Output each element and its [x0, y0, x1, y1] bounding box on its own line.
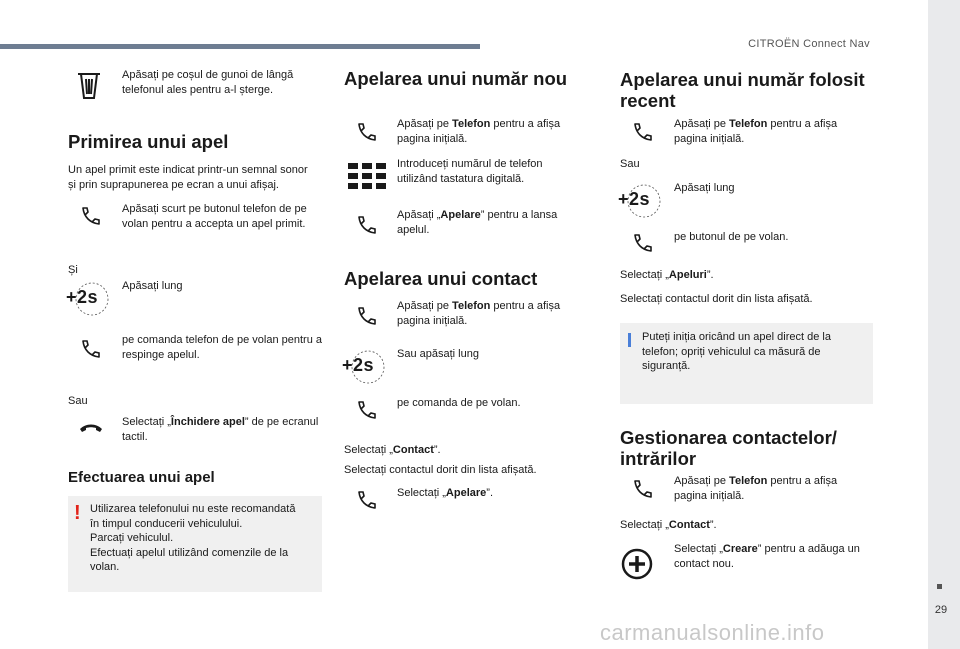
select-calls: Selectați „Apeluri”.: [620, 269, 714, 281]
warning-text: Utilizarea telefonului nu este recomandată în timpul conducerii vehiculului. Parcați vehiculul. Efectuați apelul utilizând comenzile de la volan.: [90, 503, 296, 574]
new-number-step3: Apăsați „Apelare” pentru a lansa apelul.: [397, 209, 558, 236]
side-strip: [928, 0, 960, 649]
header-bar: [0, 44, 480, 49]
press-long-text: Apăsați lung: [122, 280, 183, 292]
call-contact-step4: Selectați „Apelare”.: [397, 487, 494, 499]
call-contact-step1: Apăsați pe Telefon pentru a afișa pagina inițială.: [397, 300, 561, 327]
recent-select-list: Selectați contactul dorit din lista afișată.: [620, 293, 813, 305]
add-contact-icon: [621, 548, 653, 580]
recent-call-step2: Apăsați lung: [674, 182, 735, 194]
manage-select-contact: Selectați „Contact”.: [620, 519, 717, 531]
manage-step1: Apăsați pe Telefon pentru a afișa pagina inițială.: [674, 475, 838, 502]
phone-handset-icon: [356, 121, 378, 143]
watermark: carmanualsonline.info: [600, 620, 825, 645]
recent-call-step1: Apăsați pe Telefon pentru a afișa pagina inițială.: [674, 118, 838, 145]
phone-handset-icon: [356, 214, 378, 236]
recent-call-title: Apelarea unui număr folosit recent: [620, 69, 865, 111]
reject-call-step: pe comanda telefon de pe volan pentru a respinge apelul.: [122, 334, 322, 361]
phone-handset-icon: [80, 205, 102, 227]
or-label: Sau: [68, 395, 88, 407]
keypad-icon: [348, 163, 386, 189]
call-contact-title: Apelarea unui contact: [344, 268, 538, 289]
new-number-title: Apelarea unui număr nou: [344, 68, 568, 89]
info-icon: [628, 333, 631, 347]
end-call-step: Selectați „Închidere apel” de pe ecranul tactil.: [122, 416, 319, 443]
badge-2s: +2s: [342, 355, 375, 375]
call-contact-step2: Sau apăsați lung: [397, 348, 479, 360]
phone-handset-icon: [80, 338, 102, 360]
info-text: Puteți iniția oricând un apel direct de la telefon; opriți vehiculul ca măsură de siguranță.: [642, 331, 831, 373]
and-label: Și: [68, 264, 78, 276]
call-contact-step3: pe comanda de pe volan.: [397, 397, 521, 409]
phone-handset-icon: [356, 305, 378, 327]
phone-handset-icon: [632, 121, 654, 143]
trash-text: Apăsați pe coșul de gunoi de lângă telefonul ales pentru a-l șterge.: [122, 69, 294, 96]
select-contact-list: Selectați contactul dorit din lista afișată.: [344, 464, 537, 476]
recent-call-step3: pe butonul de pe volan.: [674, 231, 789, 243]
continue-marker: [937, 584, 942, 589]
brand-label: CITROËN Connect Nav: [748, 38, 870, 50]
phone-handset-icon: [632, 478, 654, 500]
receive-call-intro: Un apel primit este indicat printr-un semnal sonor și prin suprapunerea pe ecran a unui afișaj.: [68, 164, 308, 191]
warning-icon: !: [74, 502, 81, 524]
phone-handset-icon: [632, 232, 654, 254]
badge-2s: +2s: [618, 189, 651, 209]
accept-call-step: Apăsați scurt pe butonul telefon de pe volan pentru a accepta un apel primit.: [122, 203, 307, 230]
trash-icon: [77, 72, 101, 100]
page-number: 29: [934, 604, 948, 616]
make-call-title: Efectuarea unui apel: [68, 469, 215, 486]
phone-handset-icon: [356, 399, 378, 421]
select-contact: Selectați „Contact”.: [344, 444, 441, 456]
new-number-step1: Apăsați pe Telefon pentru a afișa pagina inițială.: [397, 118, 561, 145]
badge-2s: +2s: [66, 287, 99, 307]
manage-step2: Selectați „Creare” pentru a adăuga un contact nou.: [674, 543, 860, 570]
manage-contacts-title: Gestionarea contactelor/ intrărilor: [620, 427, 837, 469]
phone-handset-icon: [356, 489, 378, 511]
receive-call-title: Primirea unui apel: [68, 131, 229, 152]
recent-or-label: Sau: [620, 158, 640, 170]
new-number-step2: Introduceți numărul de telefon utilizând tastatura digitală.: [397, 158, 543, 185]
hang-up-icon: [78, 420, 104, 434]
